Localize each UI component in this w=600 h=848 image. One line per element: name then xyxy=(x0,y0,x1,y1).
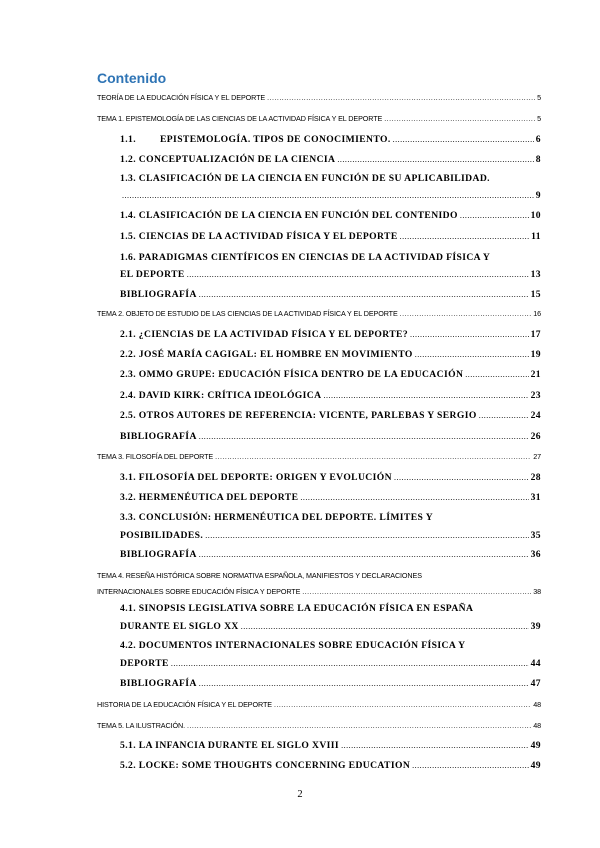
toc-entry-text: BIBLIOGRAFÍA xyxy=(120,289,197,300)
toc-entry xyxy=(120,154,541,165)
toc-entry-text: HISTORIA DE LA EDUCACIÓN FÍSICA Y EL DEPORTE xyxy=(97,700,272,709)
toc-entry-line1 xyxy=(120,640,541,651)
toc-entry-text: POSIBILIDADES. xyxy=(120,530,204,541)
dot-leader xyxy=(171,658,529,669)
toc-entry-text: 1.3. CLASIFICACIÓN DE LA CIENCIA EN FUNCIÓN DE SU APLICABILIDAD. xyxy=(120,173,490,184)
toc-entry-text: DEPORTE xyxy=(120,658,169,669)
toc-entry-text: 3.2. HERMENÉUTICA DEL DEPORTE xyxy=(120,492,299,503)
dot-leader xyxy=(241,621,529,632)
toc-page-number: 23 xyxy=(530,390,541,401)
toc-page-number: 11 xyxy=(531,231,541,242)
dot-leader xyxy=(465,369,528,380)
toc-entry xyxy=(120,210,541,221)
dot-leader xyxy=(267,93,535,102)
toc-entry-text: 5.2. LOCKE: SOME THOUGHTS CONCERNING EDUCATION xyxy=(120,760,411,771)
dot-leader xyxy=(274,700,531,709)
toc-entry-text: BIBLIOGRAFÍA xyxy=(120,431,197,442)
toc-entry-text: TEMA 2. OBJETO DE ESTUDIO DE LAS CIENCIAS DE LA ACTIVIDAD FÍSICA Y EL DEPORTE xyxy=(97,309,398,318)
toc-entry-text: 3.1. FILOSOFÍA DEL DEPORTE: ORIGEN Y EVOLUCIÓN xyxy=(120,472,392,483)
toc-page-number: 15 xyxy=(530,289,541,300)
toc-page-number: 10 xyxy=(530,210,541,221)
dot-leader xyxy=(415,349,529,360)
toc-entry xyxy=(120,431,541,442)
page-title: Contenido xyxy=(97,70,167,86)
dot-leader xyxy=(199,549,529,560)
dot-leader xyxy=(122,190,534,201)
toc-entry xyxy=(120,231,541,242)
dot-leader xyxy=(410,329,529,340)
toc-entry-line1 xyxy=(120,512,541,523)
toc-page-number: 28 xyxy=(530,472,541,483)
dot-leader xyxy=(187,721,531,730)
toc-page-number: 21 xyxy=(530,369,541,380)
toc-entry xyxy=(120,472,541,483)
toc-entry xyxy=(120,678,541,689)
dot-leader xyxy=(337,154,533,165)
dot-leader xyxy=(460,210,529,221)
toc-entry xyxy=(97,700,541,709)
toc-entry-text: BIBLIOGRAFÍA xyxy=(120,678,197,689)
dot-leader xyxy=(394,472,529,483)
toc-entry-text: 1.4. CLASIFICACIÓN DE LA CIENCIA EN FUNCIÓN DEL CONTENIDO xyxy=(120,210,458,221)
toc-entry-text: 2.1. ¿CIENCIAS DE LA ACTIVIDAD FÍSICA Y EL DEPORTE? xyxy=(120,329,409,340)
toc-entry-text: BIBLIOGRAFÍA xyxy=(120,549,197,560)
dot-leader xyxy=(400,231,529,242)
toc-entry xyxy=(120,269,541,280)
dot-leader xyxy=(302,587,531,596)
toc-entry xyxy=(97,93,541,102)
toc-entry xyxy=(120,530,541,541)
toc-page-number: 35 xyxy=(530,530,541,541)
dot-leader xyxy=(412,760,528,771)
toc-entry-text: 1.5. CIENCIAS DE LA ACTIVIDAD FÍSICA Y EL DEPORTE xyxy=(120,231,398,242)
toc-entry xyxy=(120,410,541,421)
toc-entry-text: EL DEPORTE xyxy=(120,269,185,280)
dot-leader xyxy=(300,492,528,503)
toc-page-number: 19 xyxy=(530,349,541,360)
toc-entry xyxy=(120,760,541,771)
toc-entry-text: 2.2. JOSÉ MARÍA CAGIGAL: EL HOMBRE EN MOVIMIENTO xyxy=(120,349,413,360)
toc-page-number: 39 xyxy=(530,621,541,632)
page-number: 2 xyxy=(297,789,303,800)
dot-leader xyxy=(384,114,535,123)
dot-leader xyxy=(341,740,529,751)
toc-page-number: 9 xyxy=(535,190,541,201)
dot-leader xyxy=(199,431,529,442)
toc-entry-text: 2.5. OTROS AUTORES DE REFERENCIA: VICENTE, PARLEBAS Y SERGIO xyxy=(120,410,477,421)
dot-leader xyxy=(199,678,529,689)
toc-page-number: 5 xyxy=(537,114,541,123)
toc-page-number: 26 xyxy=(530,431,541,442)
toc-entry-text: 1.2. CONCEPTUALIZACIÓN DE LA CIENCIA xyxy=(120,154,336,165)
toc-entry-text: 5.1. LA INFANCIA DURANTE EL SIGLO XVIII xyxy=(120,740,340,751)
toc-entry xyxy=(97,452,541,461)
toc-entry-text: TEORÍA DE LA EDUCACIÓN FÍSICA Y EL DEPORTE xyxy=(97,93,266,102)
toc-entry-line1 xyxy=(97,571,541,580)
toc-entry xyxy=(120,289,541,300)
toc-page-number: 31 xyxy=(530,492,541,503)
toc-entry xyxy=(120,621,541,632)
toc-page-number: 27 xyxy=(533,452,541,461)
toc-page-number: 6 xyxy=(535,134,541,145)
toc-entry xyxy=(97,114,541,123)
toc-entry xyxy=(120,658,541,669)
toc-entry-text: TEMA 1. EPISTEMOLOGÍA DE LAS CIENCIAS DE LA ACTIVIDAD FÍSICA Y EL DEPORTE xyxy=(97,114,383,123)
toc-entry-text: 2.4. DAVID KIRK: CRÍTICA IDEOLÓGICA xyxy=(120,390,322,401)
dot-leader xyxy=(199,289,529,300)
toc-entry xyxy=(97,587,541,596)
toc-entry xyxy=(120,492,541,503)
toc-entry-text: TEMA 5. LA ILUSTRACIÓN. xyxy=(97,721,185,730)
toc-page-number: 47 xyxy=(530,678,541,689)
toc-entry xyxy=(120,349,541,360)
toc-page-number: 5 xyxy=(537,93,541,102)
toc-page-number: 49 xyxy=(530,740,541,751)
toc-page-number: 13 xyxy=(530,269,541,280)
dot-leader xyxy=(205,530,528,541)
toc-page-number: 49 xyxy=(530,760,541,771)
dot-leader xyxy=(187,269,529,280)
toc-page-number: 48 xyxy=(533,700,541,709)
toc-page-number: 48 xyxy=(533,721,541,730)
toc-entry xyxy=(120,329,541,340)
toc-entry-text: EPISTEMOLOGÍA. TIPOS DE CONOCIMIENTO. xyxy=(160,134,391,145)
toc-entry-line1 xyxy=(120,603,541,614)
toc-entry xyxy=(120,740,541,751)
toc-page-number: 16 xyxy=(533,309,541,318)
toc-entry-text: 4.1. SINOPSIS LEGISLATIVA SOBRE LA EDUCACIÓN FÍSICA EN ESPAÑA xyxy=(120,603,474,614)
toc-entry-line1 xyxy=(120,252,541,263)
toc-entry-text: 1.6. PARADIGMAS CIENTÍFICOS EN CIENCIAS DE LA ACTIVIDAD FÍSICA Y xyxy=(120,252,491,263)
toc-page-number: 44 xyxy=(530,658,541,669)
dot-leader xyxy=(479,410,529,421)
toc-entry-text: 4.2. DOCUMENTOS INTERNACIONALES SOBRE EDUCACIÓN FÍSICA Y xyxy=(120,640,466,651)
dot-leader xyxy=(400,309,532,318)
toc-entry xyxy=(120,134,541,145)
toc-page-number: 24 xyxy=(530,410,541,421)
toc-entry-text: TEMA 3. FILOSOFÍA DEL DEPORTE xyxy=(97,452,214,461)
toc-entry xyxy=(120,390,541,401)
toc-entry-text: 3.3. CONCLUSIÓN: HERMENÉUTICA DEL DEPORTE. LÍMITES Y xyxy=(120,512,434,523)
dot-leader xyxy=(323,390,528,401)
toc-entry xyxy=(120,173,541,184)
toc-entry xyxy=(120,369,541,380)
toc-entry-continuation xyxy=(120,190,541,201)
dot-leader xyxy=(215,452,531,461)
toc-page-number: 36 xyxy=(530,549,541,560)
toc-page-number: 8 xyxy=(535,154,541,165)
toc-entry-number: 1.1. xyxy=(120,134,136,145)
toc-entry-text: TEMA 4. RESEÑA HISTÓRICA SOBRE NORMATIVA ESPAÑOLA, MANIFIESTOS Y DECLARACIONES xyxy=(97,571,422,580)
toc-page-number: 38 xyxy=(533,587,541,596)
toc-entry xyxy=(97,721,541,730)
toc-entry-text: 2.3. OMMO GRUPE: EDUCACIÓN FÍSICA DENTRO DE LA EDUCACIÓN xyxy=(120,369,464,380)
toc-entry xyxy=(120,549,541,560)
toc-entry xyxy=(97,309,541,318)
toc-entry-text: INTERNACIONALES SOBRE EDUCACIÓN FÍSICA Y DEPORTE xyxy=(97,587,301,596)
toc-entry-text: DURANTE EL SIGLO XX xyxy=(120,621,239,632)
toc-page-number: 17 xyxy=(530,329,541,340)
dot-leader xyxy=(393,134,534,145)
